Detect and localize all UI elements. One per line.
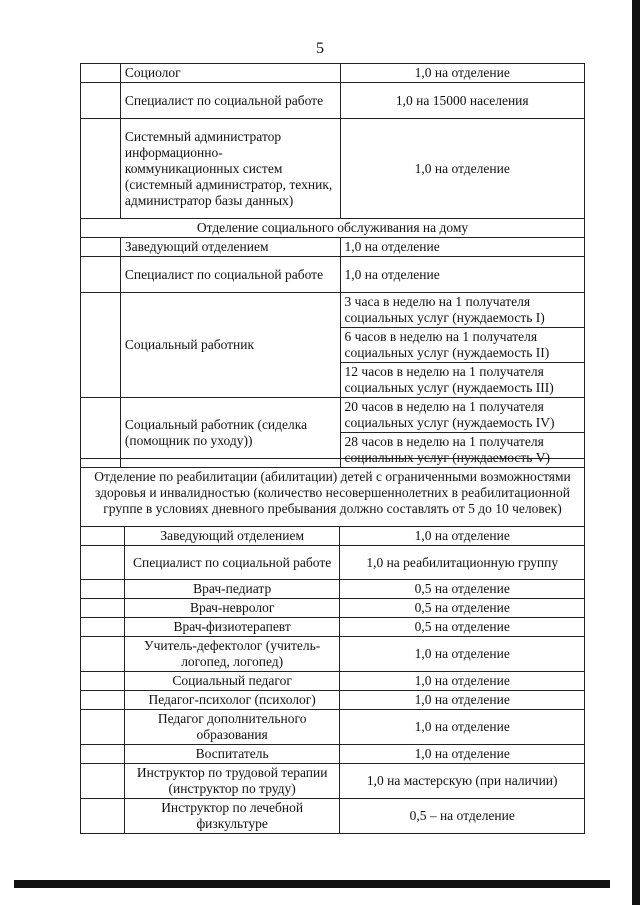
- section-title-rehabilitation: Отделение по реабилитации (абилитации) детей с ограниченными возможностями здоровья и инвалидностью (количество несовершеннолетних в реабилитационной группе в условиях дневного пребывания должно составлять от 5 до 10 человек): [81, 459, 585, 527]
- table-row: [81, 293, 585, 328]
- table-row: [81, 672, 585, 691]
- position-cell: Заведующий отделением: [120, 238, 340, 257]
- page-number: 5: [316, 40, 324, 57]
- norm-cell: 28 часов в неделю на 1 получателя социальных услуг (нуждаемость V): [340, 433, 584, 468]
- norm-cell: 1,0 на отделение: [340, 710, 585, 745]
- row-number-cell: [81, 637, 125, 672]
- table-row: [81, 238, 585, 257]
- norm-cell: 1,0 на отделение: [340, 691, 585, 710]
- row-number-cell: [81, 618, 125, 637]
- position-cell: Специалист по социальной работе: [120, 83, 340, 119]
- row-number-cell: [81, 799, 125, 834]
- position-cell: Учитель-дефектолог (учитель-логопед, логопед): [124, 637, 340, 672]
- position-cell: Инструктор по трудовой терапии (инструктор по труду): [124, 764, 340, 799]
- norm-cell: 0,5 на отделение: [340, 580, 585, 599]
- row-number-cell: [81, 257, 121, 293]
- position-cell: Социальный педагог: [124, 672, 340, 691]
- row-number-cell: [81, 398, 121, 468]
- scan-edge-bottom: [14, 880, 610, 888]
- table-row: [81, 710, 585, 745]
- norm-cell: 1,0 на отделение: [340, 745, 585, 764]
- scan-edge-right: [632, 0, 640, 905]
- norm-cell: 6 часов в неделю на 1 получателя социальных услуг (нуждаемость II): [340, 328, 584, 363]
- row-number-cell: [81, 64, 121, 83]
- row-number-cell: [81, 527, 125, 546]
- table-row: [81, 618, 585, 637]
- norm-cell: 1,0 на отделение: [340, 119, 584, 219]
- position-cell: Инструктор по лечебной физкультуре: [124, 799, 340, 834]
- norm-cell: 1,0 на отделение: [340, 527, 585, 546]
- section-header-row: [81, 219, 585, 238]
- norm-cell: 1,0 на мастерскую (при наличии): [340, 764, 585, 799]
- position-cell: Врач-невролог: [124, 599, 340, 618]
- norm-cell: 0,5 на отделение: [340, 599, 585, 618]
- position-cell: Социолог: [120, 64, 340, 83]
- row-number-cell: [81, 764, 125, 799]
- position-cell: Заведующий отделением: [124, 527, 340, 546]
- norm-cell: 1,0 на отделение: [340, 257, 584, 293]
- row-number-cell: [81, 119, 121, 219]
- position-cell: Специалист по социальной работе: [124, 546, 340, 580]
- position-cell: Врач-физиотерапевт: [124, 618, 340, 637]
- norm-cell: 0,5 – на отделение: [340, 799, 585, 834]
- table-row: [81, 799, 585, 834]
- position-cell: Социальный работник: [120, 293, 340, 398]
- row-number-cell: [81, 546, 125, 580]
- table-row: [81, 257, 585, 293]
- row-number-cell: [81, 293, 121, 398]
- table-row: [81, 580, 585, 599]
- table-row: [81, 398, 585, 433]
- section-title-home-service: Отделение социального обслуживания на дому: [81, 219, 585, 238]
- table-row: [81, 599, 585, 618]
- table-row: [81, 745, 585, 764]
- position-cell: Врач-педиатр: [124, 580, 340, 599]
- norm-cell: 1,0 на отделение: [340, 672, 585, 691]
- table-row: [81, 83, 585, 119]
- row-number-cell: [81, 599, 125, 618]
- row-number-cell: [81, 745, 125, 764]
- row-number-cell: [81, 710, 125, 745]
- table-row: [81, 546, 585, 580]
- row-number-cell: [81, 238, 121, 257]
- position-cell: Педагог дополнительного образования: [124, 710, 340, 745]
- row-number-cell: [81, 580, 125, 599]
- norm-cell: 1,0 на отделение: [340, 637, 585, 672]
- position-cell: Специалист по социальной работе: [120, 257, 340, 293]
- table-row: [81, 764, 585, 799]
- norm-cell: 1,0 на отделение: [340, 64, 584, 83]
- row-number-cell: [81, 672, 125, 691]
- position-cell: Системный администратор информационно-коммуникационных систем (системный администратор, техник, администратор базы данных): [120, 119, 340, 219]
- row-number-cell: [81, 83, 121, 119]
- section-header-row: [81, 459, 585, 527]
- norm-cell: 1,0 на реабилитационную группу: [340, 546, 585, 580]
- norm-cell: 1,0 на отделение: [340, 238, 584, 257]
- row-number-cell: [81, 691, 125, 710]
- table-row: [81, 691, 585, 710]
- table-row: [81, 64, 585, 83]
- table-row: [81, 637, 585, 672]
- staffing-table-part-2: [80, 458, 585, 834]
- position-cell: Воспитатель: [124, 745, 340, 764]
- norm-cell: 0,5 на отделение: [340, 618, 585, 637]
- position-cell: Педагог-психолог (психолог): [124, 691, 340, 710]
- norm-cell: 20 часов в неделю на 1 получателя социальных услуг (нуждаемость IV): [340, 398, 584, 433]
- position-cell: Социальный работник (сиделка (помощник по уходу)): [120, 398, 340, 468]
- table-row: [81, 527, 585, 546]
- norm-cell: 12 часов в неделю на 1 получателя социальных услуг (нуждаемость III): [340, 363, 584, 398]
- staffing-table-part-1: [80, 63, 585, 468]
- norm-cell: 1,0 на 15000 населения: [340, 83, 584, 119]
- norm-cell: 3 часа в неделю на 1 получателя социальных услуг (нуждаемость I): [340, 293, 584, 328]
- table-row: [81, 119, 585, 219]
